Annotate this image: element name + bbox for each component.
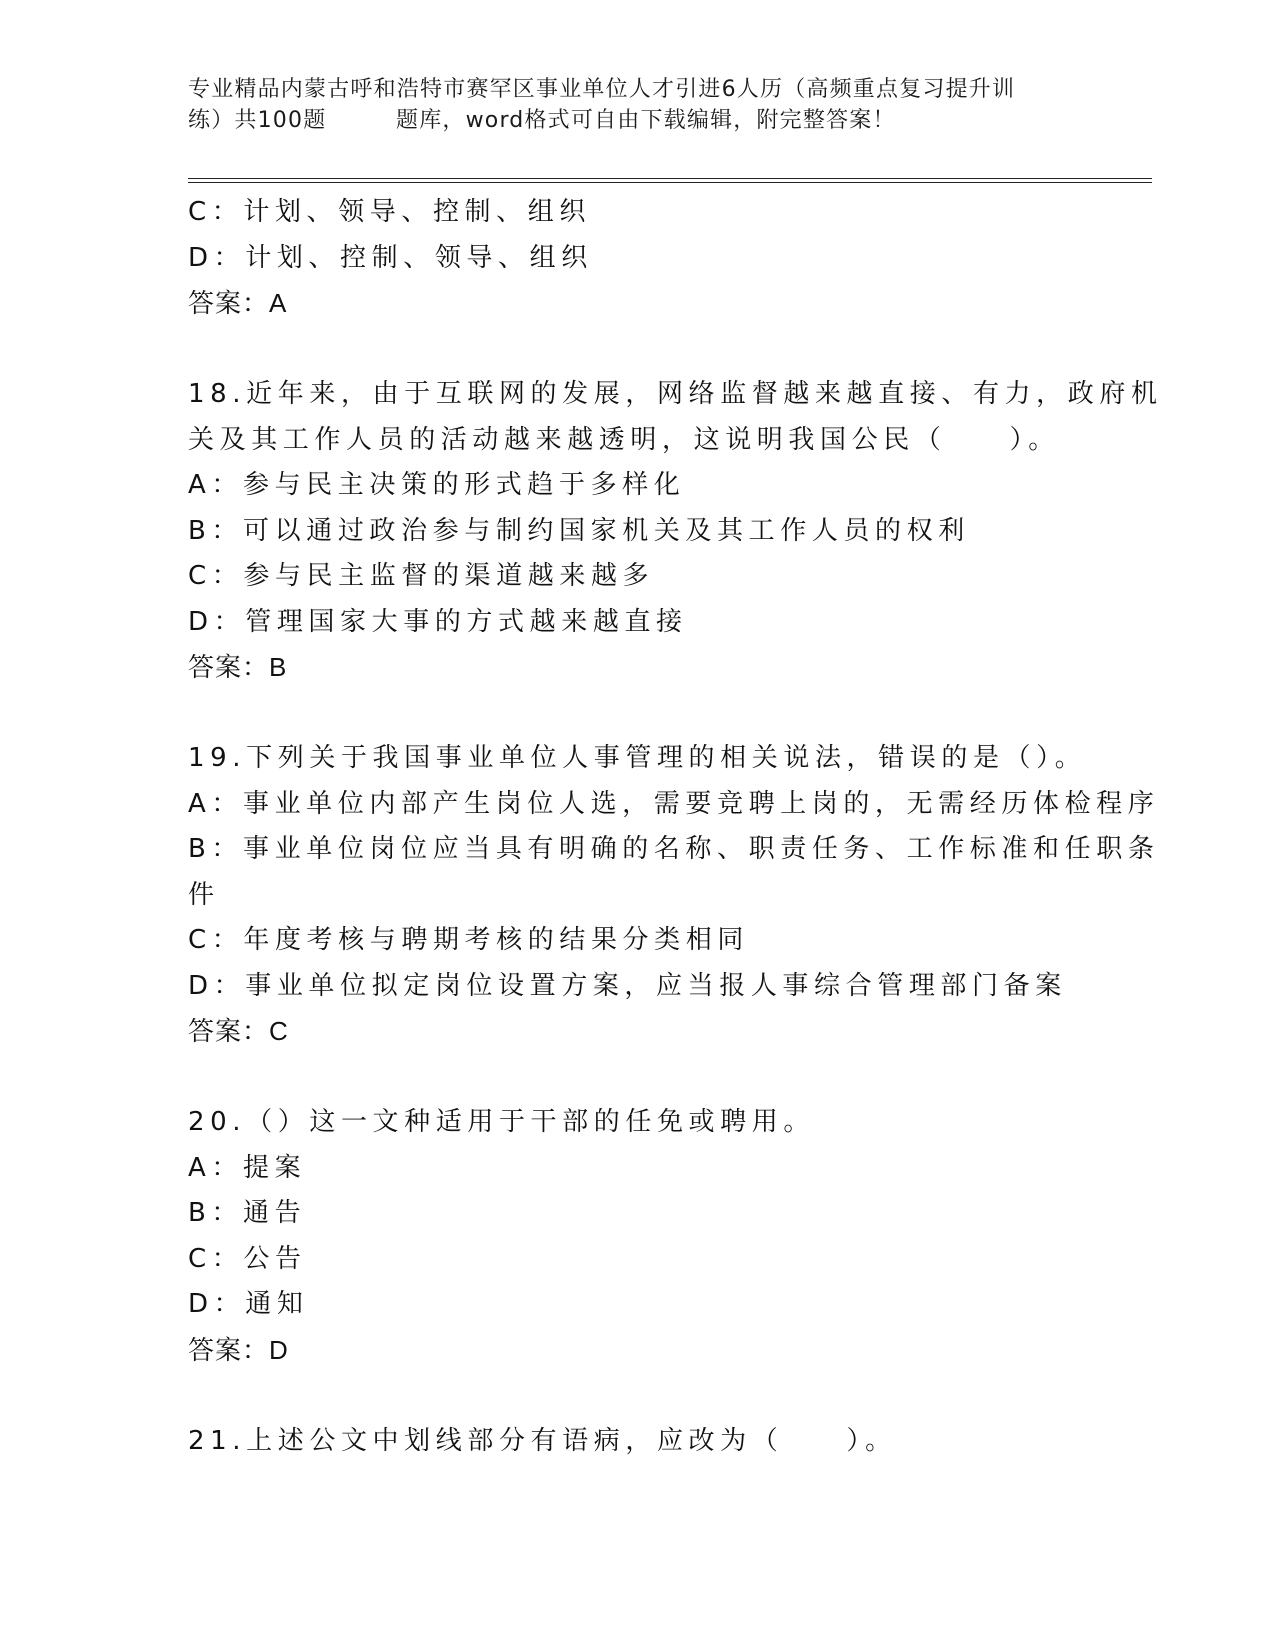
option-a: A：提案 [188,1152,307,1183]
option-d: D：事业单位拟定岗位设置方案，应当报人事综合管理部门备案 [188,970,1067,1001]
spacer [188,327,1088,373]
answer-line: 答案：D [188,1334,289,1365]
option-b: B：通告 [188,1198,307,1228]
question-18-stem-line-1: 18.近年来，由于互联网的发展，网络监督越来越直接、有力，政府机 [188,379,1163,409]
header-line-1: 专业精品内蒙古呼和浩特市赛罕区事业单位人才引进6人历（高频重点复习提升训 [188,77,1016,102]
question-21-stem: 21.上述公文中划线部分有语病，应改为（ ）。 [188,1425,897,1456]
option-b: B：事业单位岗位应当具有明确的名称、职责任务、工作标准和任职条 [188,834,1160,864]
spacer [188,1055,1088,1101]
spacer [188,691,1088,737]
option-b: B：可以通过政治参与制约国家机关及其工作人员的权利 [188,515,970,546]
option-b-continued: 件 [188,879,220,910]
header-divider-top [188,178,1152,179]
header-line-2: 练）共100题 题库，word格式可自由下载编辑，附完整答案！ [188,108,896,133]
option-a: A：事业单位内部产生岗位人选，需要竞聘上岗的，无需经历体检程序 [188,788,1160,819]
option-c: C：参与民主监督的渠道越来越多 [188,561,655,591]
option-d: D：计划、控制、领导、组织 [188,242,593,273]
question-19-stem: 19.下列关于我国事业单位人事管理的相关说法，错误的是（）。 [188,743,1087,773]
option-c: C：计划、领导、控制、组织 [188,197,591,227]
question-20-stem: 20.（）这一文种适用于干部的任免或聘用。 [188,1107,815,1137]
option-d: D：通知 [188,1289,309,1319]
spacer [188,1373,1088,1419]
option-a: A：参与民主决策的形式趋于多样化 [188,470,686,500]
header-divider-bottom [188,182,1152,183]
question-content [188,190,1163,1464]
answer-line: 答案：A [188,288,288,318]
document-header [188,74,1098,136]
option-d: D：管理国家大事的方式越来越直接 [188,606,688,637]
option-c: C：公告 [188,1243,307,1274]
answer-line: 答案：B [188,652,288,682]
option-c: C：年度考核与聘期考核的结果分类相同 [188,925,749,955]
question-18-stem-line-2: 关及其工作人员的活动越来越透明，这说明我国公民（ ）。 [188,424,1060,455]
answer-line: 答案：C [188,1016,289,1046]
